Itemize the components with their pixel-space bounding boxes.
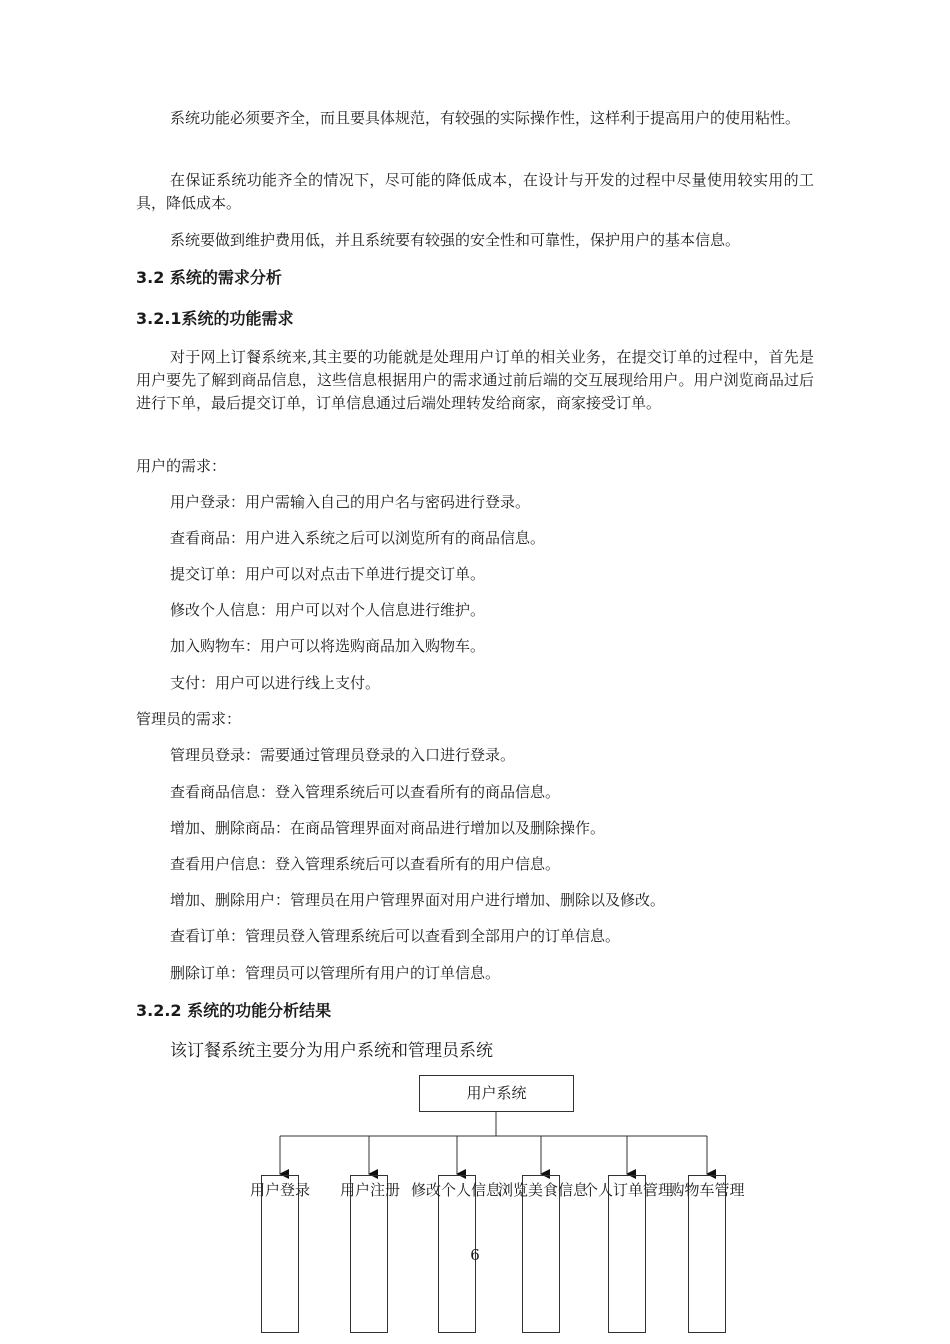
diagram-child-label: 购物车管理	[669, 1181, 745, 1199]
diagram-root-box: 用户系统	[419, 1075, 574, 1112]
diagram-child-label: 用户注册	[339, 1181, 401, 1199]
admin-requirement-item: 删除订单：管理员可以管理所有用户的订单信息。	[170, 964, 501, 982]
page-number: 6	[470, 1246, 480, 1264]
heading-3-2-2: 3.2.2 系统的功能分析结果	[136, 1001, 332, 1020]
diagram-child-label: 个人订单管理	[582, 1181, 674, 1199]
user-requirement-item: 查看商品：用户进入系统之后可以浏览所有的商品信息。	[170, 529, 546, 547]
user-requirements-title: 用户的需求：	[136, 457, 227, 475]
admin-requirements-title: 管理员的需求：	[136, 710, 242, 728]
user-requirement-item: 加入购物车：用户可以将选购商品加入购物车。	[170, 637, 486, 655]
paragraph-cost: 在保证系统功能齐全的情况下，尽可能的降低成本，在设计与开发的过程中尽量使用较实用的工具，降低成本。	[136, 171, 814, 212]
user-requirement-item: 提交订单：用户可以对点击下单进行提交订单。	[170, 565, 486, 583]
admin-requirement-item: 增加、删除商品：在商品管理界面对商品进行增加以及删除操作。	[170, 819, 606, 837]
admin-requirement-item: 管理员登录：需要通过管理员登录的入口进行登录。	[170, 746, 516, 764]
heading-3-2-1: 3.2.1系统的功能需求	[136, 309, 294, 328]
paragraph-maintenance: 系统要做到维护费用低，并且系统要有较强的安全性和可靠性，保护用户的基本信息。	[170, 231, 741, 249]
paragraph-functionality: 系统功能必须要齐全，而且要具体规范，有较强的实际操作性，这样利于提高用户的使用粘性。	[170, 109, 801, 127]
paragraph-requirements-intro: 对于网上订餐系统来,其主要的功能就是处理用户订单的相关业务，在提交订单的过程中，首先是用户要先了解到商品信息，这些信息根据用户的需求通过前后端的交互展现给用户。用户浏览商品过后进行下单，最后提交订单，订单信息通过后端处理转发给商家，商家接受订单。	[136, 348, 814, 412]
admin-requirement-item: 增加、删除用户：管理员在用户管理界面对用户进行增加、删除以及修改。	[170, 891, 666, 909]
diagram-child-label: 修改个人信息	[410, 1181, 502, 1199]
heading-3-2: 3.2 系统的需求分析	[136, 268, 282, 287]
admin-requirement-item: 查看订单：管理员登入管理系统后可以查看到全部用户的订单信息。	[170, 927, 621, 945]
user-requirement-item: 支付：用户可以进行线上支付。	[170, 674, 381, 692]
diagram-intro: 该订餐系统主要分为用户系统和管理员系统	[170, 1041, 493, 1061]
diagram-child-label: 用户登录	[249, 1181, 311, 1199]
admin-requirement-item: 查看用户信息：登入管理系统后可以查看所有的用户信息。	[170, 855, 561, 873]
user-requirement-item: 修改个人信息：用户可以对个人信息进行维护。	[170, 601, 486, 619]
user-requirement-item: 用户登录：用户需输入自己的用户名与密码进行登录。	[170, 493, 531, 511]
diagram-child-label: 浏览美食信息	[497, 1181, 589, 1199]
admin-requirement-item: 查看商品信息：登入管理系统后可以查看所有的商品信息。	[170, 783, 561, 801]
